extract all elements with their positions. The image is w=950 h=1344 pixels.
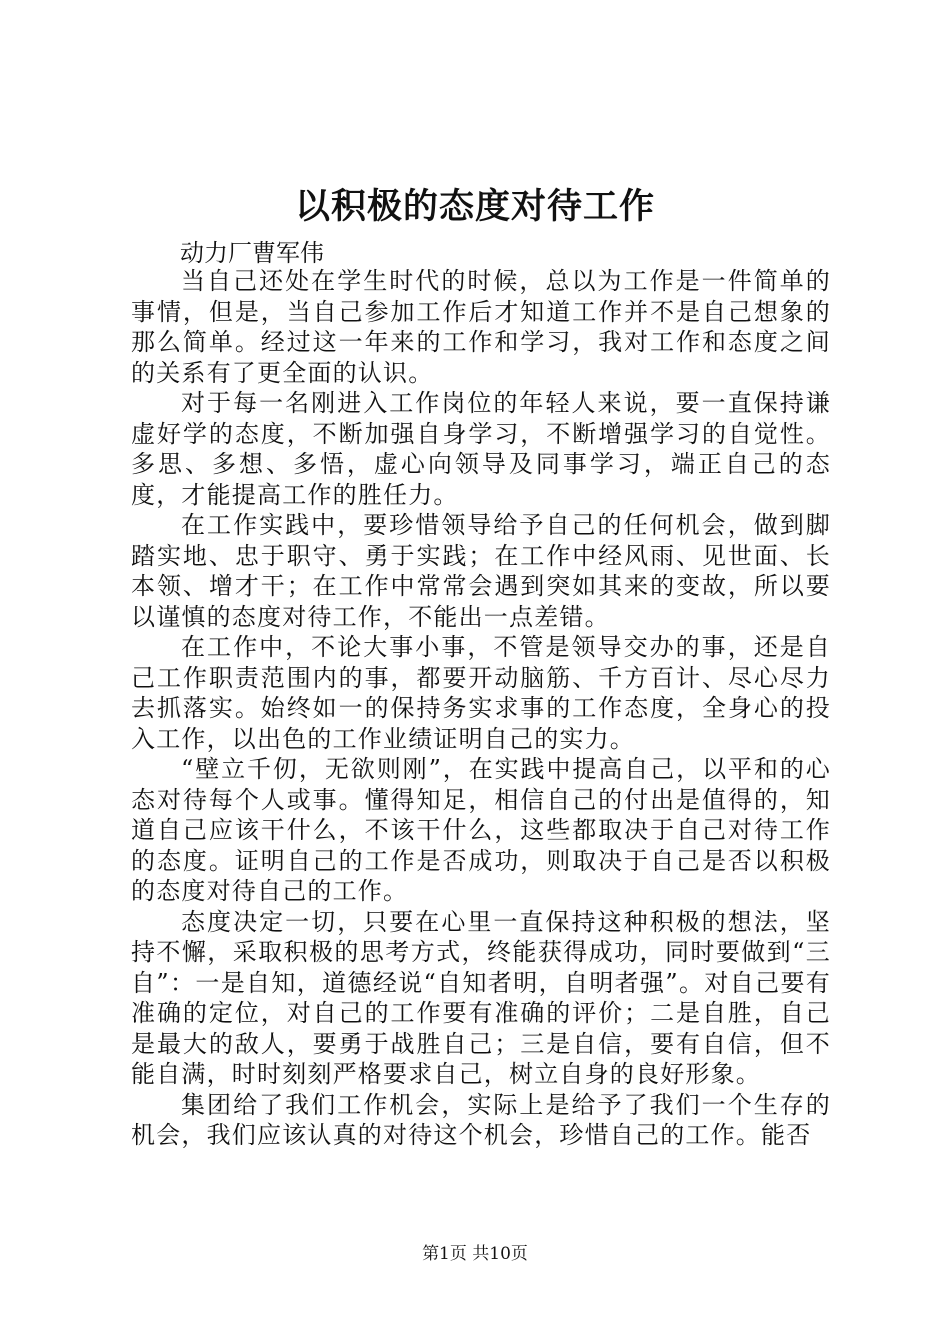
paragraph-5: “壁立千仞，无欲则刚”，在实践中提高自己，以平和的心态对待每个人或事。懂得知足，相信自己的付出是值得的，知道自己应该干什么，不该干什么，这些都取决于自己对待工作的态度。证明自己的工作是否成功，则取决于自己是否以积极的态度对待自己的工作。: [131, 755, 831, 905]
paragraph-4: 在工作中，不论大事小事，不管是领导交办的事，还是自己工作职责范围内的事，都要开动脑筋、千方百计、尽心尽力去抓落实。始终如一的保持务实求事的工作态度，全身心的投入工作，以出色的工作业绩证明自己的实力。: [131, 633, 831, 753]
document-body: [131, 266, 831, 1151]
author-line: 动力厂曹军伟: [180, 239, 324, 267]
paragraph-7: 集团给了我们工作机会，实际上是给予了我们一个生存的机会，我们应该认真的对待这个机会，珍惜自己的工作。能否: [131, 1090, 831, 1149]
paragraph-2: 对于每一名刚进入工作岗位的年轻人来说，要一直保持谦虚好学的态度，不断加强自身学习，不断增强学习的自觉性。多思、多想、多悟，虚心向领导及同事学习，端正自己的态度，才能提高工作的胜任力。: [131, 389, 831, 509]
paragraph-1: 当自己还处在学生时代的时候，总以为工作是一件简单的事情，但是，当自己参加工作后才知道工作并不是自己想象的那么简单。经过这一年来的工作和学习，我对工作和态度之间的关系有了更全面的认识。: [131, 267, 831, 387]
document-title: 以积极的态度对待工作: [294, 186, 655, 227]
page-number-footer: 第1页 共10页: [422, 1244, 528, 1264]
paragraph-3: 在工作实践中，要珍惜领导给予自己的任何机会，做到脚踏实地、忠于职守、勇于实践；在工作中经风雨、见世面、长本领、增才干；在工作中常常会遇到突如其来的变故，所以要以谨慎的态度对待工作，不能出一点差错。: [131, 511, 831, 631]
paragraph-6: 态度决定一切，只要在心里一直保持这种积极的想法，坚持不懈，采取积极的思考方式，终能获得成功，同时要做到“三自”：一是自知，道德经说“自知者明，自明者强”。对自己要有准确的定位，对自己的工作要有准确的评价；二是自胜，自己是最大的敌人，要勇于战胜自己；三是自信，要有自信，但不能自满，时时刻刻严格要求自己，树立自身的良好形象。: [131, 907, 831, 1088]
